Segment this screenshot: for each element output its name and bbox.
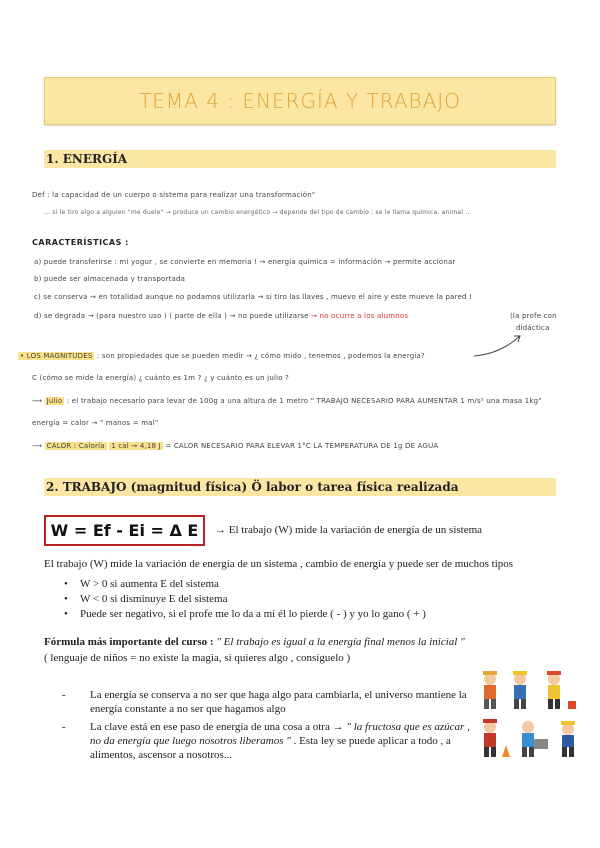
dash-item-text-a: La clave está en ese paso de energía de una cosa a otra → [90, 721, 344, 733]
def-line1: Def : la capacidad de un cuerpo o sistema para realizar una transformación" [32, 191, 316, 199]
workers-illustration [476, 665, 590, 765]
bullet-item: • Puede ser negativo, si el profe me lo da a mí él lo pierde ( - ) y yo lo gano ( + ) [64, 607, 426, 622]
title-box [44, 77, 556, 125]
work-bullets [64, 577, 426, 622]
formula-quote: " El trabajo es igual a la energía final menos la inicial " [216, 636, 465, 648]
formula-line [44, 636, 465, 648]
worker-figure-1 [483, 671, 497, 709]
characteristic-c: c) se conserva → en totalidad aunque no podamos utilizarla → si tiro las llaves , muevo el aire y este mueve la pared ! [34, 293, 473, 301]
work-formula: W = Ef - Ei = Δ E [44, 515, 205, 546]
magnitudes-line [18, 352, 425, 360]
worker-figure-3 [547, 671, 576, 709]
characteristic-a: a) puede transferirse : mi yogur , se convierte en memoria ! → energía química = información → permite accionar [34, 258, 456, 266]
section1-heading: 1. ENERGÍA [46, 152, 128, 166]
formula-caption: → El trabajo (W) mide la variación de energía de un sistema [215, 524, 483, 536]
caloria-text: = CALOR NECESARIO PARA ELEVAR 1°C LA TEMPERATURA DE 1g DE AGUA [165, 442, 439, 450]
worker-figure-6 [561, 721, 575, 757]
worker-figure-2 [513, 671, 527, 709]
magnitudes-text: : son propiedades que se pueden medir → ¿ cómo mido , tenemos , podemos la energía? [96, 352, 425, 360]
page-title: TEMA 4 : ENERGÍA Y TRABAJO [139, 89, 461, 113]
worker-figure-4 [483, 719, 510, 757]
julio-line: ⟶ Julio : el trabajo necesario para levar de 100g a una altura de 1 metro " TRABAJO NECESARIO PARA AUMENTAR 1 m/s² una masa 1kg" [32, 397, 542, 405]
dash-item: - La clave está en ese paso de energía de una cosa a otra → " la fructosa que es azúcar , no da energía que luego nosotros liberamos " . Esta ley se puede aplicar a todo , a alimentos, ascensor a nosotros... [62, 721, 470, 761]
dash-item-text-c: . Esta ley se puede aplicar a todo , a alimentos, ascensor a nosotros... [90, 735, 451, 761]
section2-heading: 2. TRABAJO (magnitud física) Ö labor o tarea física realizada [46, 480, 459, 494]
def-line2: ... si le tiro algo a alguien "me duele" → produce un cambio energético → depende del tipo de cambio : se le llama química, animal ... [44, 209, 472, 216]
magnitudes-label: • LOS MAGNITUDES [20, 352, 93, 360]
worker-figure-5 [522, 721, 548, 757]
bullet-item: • W > 0 si aumenta E del sistema [64, 577, 426, 592]
curved-arrow-icon [470, 330, 530, 360]
question-line: C (cómo se mide la energía) ¿ cuánto es 1m ? ¿ y cuánto es un julio ? [32, 374, 290, 382]
julio-text: : el trabajo necesario para levar de 100g a una altura de 1 metro " TRABAJO NECESARIO PARA AUMENTAR 1 m/s² una masa 1kg" [66, 397, 542, 405]
characteristic-d-text: d) se degrada → (para nuestro uso ) ( parte de ella ) → no puede utilizarse [34, 312, 309, 320]
julio-label: Julio [46, 397, 63, 405]
dash-item-text: La energía se conserva a no ser que haga algo para cambiarla, el universo mantiene la energía constante a no ser que hagamos algo [90, 689, 467, 715]
characteristics-heading: CARACTERÍSTICAS : [32, 238, 129, 247]
energia-line: energía = calor → " manos = mal" [32, 419, 159, 427]
work-paragraph: El trabajo (W) mide la variación de energía de un sistema , cambio de energía y puede ser de muchos tipos [44, 558, 514, 570]
caloria-line: ⟶ CALOR : Caloría 1 cal → 4,18 J = CALOR NECESARIO PARA ELEVAR 1°C LA TEMPERATURA DE 1g DE AGUA [32, 442, 439, 450]
dash-item-text-b: " la fructosa que es azúcar , no da energía que luego nosotros liberamos " [90, 721, 470, 747]
dash-list [62, 688, 472, 762]
side-note-bottom: didáctica [516, 324, 550, 332]
formula-heading: Fórmula más importante del curso : [44, 636, 214, 648]
side-note-top: (la profe con [510, 312, 557, 320]
characteristic-b: b) puede ser almacenada y transportada [34, 275, 186, 283]
bullet-item: • W < 0 si disminuye E del sistema [64, 592, 426, 607]
characteristic-d-note: → no ocurre a los alumnos [311, 312, 409, 320]
dash-item: - La energía se conserva a no ser que haga algo para cambiarla, el universo mantiene la energía constante a no ser que hagamos algo [62, 689, 467, 715]
caloria-label: CALOR : Caloría [46, 442, 105, 450]
formula-note: ( lenguaje de niños = no existe la magia, si quieres algo , consíguelo ) [44, 652, 351, 664]
caloria-equivalence: 1 cal → 4,18 J [111, 442, 161, 450]
characteristic-d [34, 312, 408, 320]
